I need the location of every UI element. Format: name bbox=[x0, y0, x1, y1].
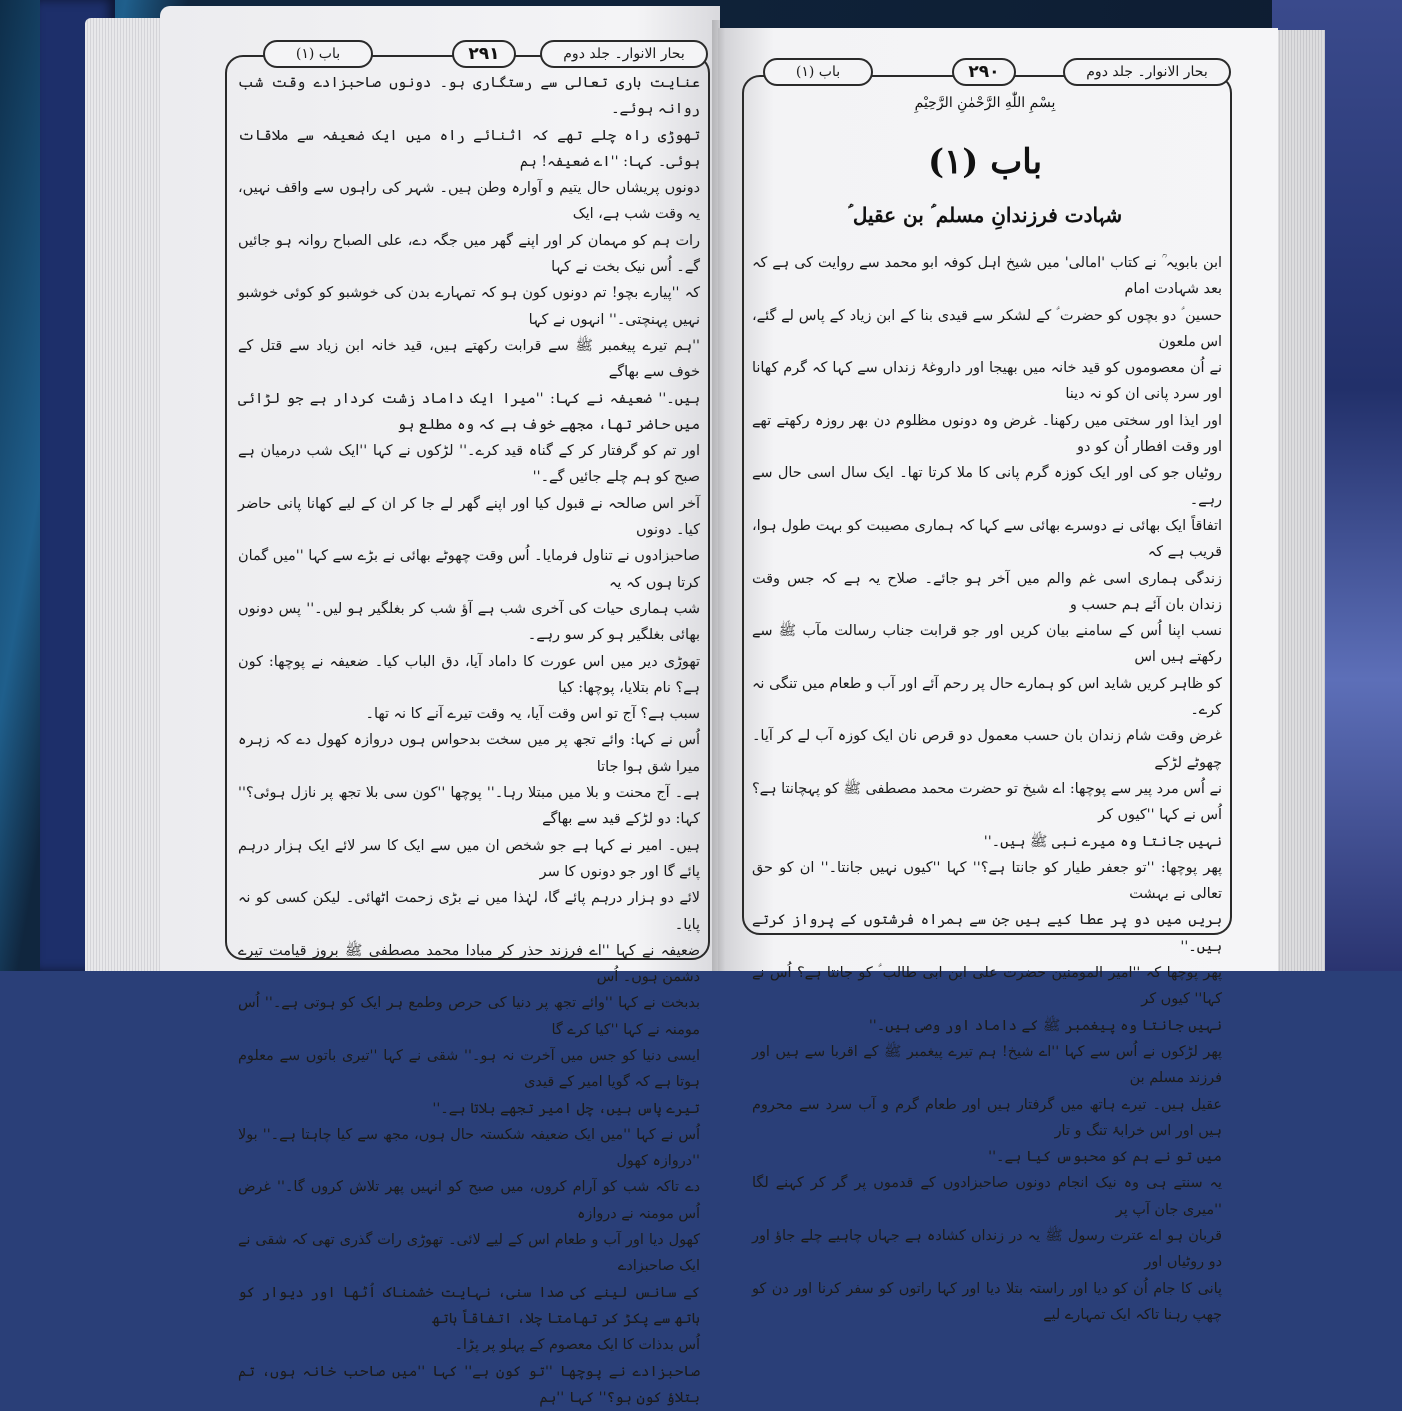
text-line: قربان ہو اے عترت رسول ﷺ یہ در زنداں کشادہ ہے جہاں چاہیے چلے جاؤ اور دو روٹیاں اور bbox=[752, 1227, 1222, 1271]
right-header-title: بحار الانوار۔ جلد دوم bbox=[1063, 58, 1231, 86]
text-line: صاحبزادوں نے تناول فرمایا۔ اُس وقت چھوٹے بھائی نے بڑے سے کہا ''میں گمان کرتا ہوں کہ یہ bbox=[238, 548, 700, 591]
text-line: ''ہم تیرے پیغمبر ﷺ سے قرابت رکھتے ہیں، قید خانہ ابن زیاد سے قتل کے خوف سے بھاگے bbox=[238, 337, 700, 381]
text-line: تھوڑی راہ چلے تھے کہ اثنائے راہ میں ایک ضعیفہ سے ملاقات ہوئی۔ کہا: ''اے ضعیفہ! ہم bbox=[238, 127, 700, 170]
text-line: اُس نے کہا: وائے تجھ پر میں سخت بدحواس ہوں دروازہ کھول دے کہ زہرہ میرا شق ہوا جاتا bbox=[238, 732, 700, 775]
text-line: پانی کا جام اُن کو دیا اور راستہ بتلا دیا اور کہا راتوں کو سفر کرنا اور دن کو چھپ رہنا تاکہ ایک تمہارے لیے bbox=[752, 1280, 1222, 1323]
text-line: اور ایذا اور سختی میں رکھنا۔ غرض وہ دونوں مظلوم دن بھر روزہ رکھتے تھے اور وقت افطار اُن کو دو bbox=[752, 412, 1222, 456]
right-page-text bbox=[752, 250, 1222, 1323]
text-line: ایسی دنیا کو جس میں آخرت نہ ہو۔'' شقی نے کہا ''تیری باتوں سے معلوم ہوتا ہے کہ گویا امیر کے قیدی bbox=[238, 1047, 700, 1091]
text-line: نہیں جانتا وہ پیغمبر ﷺ کے داماد اور وصی ہیں۔'' bbox=[868, 1017, 1222, 1034]
text-line: نے اُس مرد پیر سے پوچھا: اے شیخ تو حضرت محمد مصطفی ﷺ کو پہچانتا ہے؟ اُس نے کہا ''کیوں کر bbox=[752, 780, 1222, 824]
text-line: تیرے پاس ہیں، چل امیر تجھے بلاتا ہے۔'' bbox=[432, 1100, 700, 1117]
text-line: پھر پوچھا کہ ''امیر المومنین حضرت علی ابن ابی طالب ؑ کو جانتا ہے؟ اُس نے کہا'' کیوں کر bbox=[752, 965, 1222, 1008]
left-page-text bbox=[238, 70, 700, 1406]
text-line: کو ظاہر کریں شاید اس کو ہمارے حال پر رحم آئے اور آب و طعام میں تنگی نہ کرے۔ bbox=[752, 675, 1222, 719]
text-line: لائے دو ہزار درہم پائے گا، لہٰذا میں نے بڑی زحمت اٹھائی۔ لیکن کسی کو نہ پایا۔ bbox=[238, 890, 700, 933]
text-line: روٹیاں جو کی اور ایک کوزہ گرم پانی کا ملا کرتا تھا۔ ایک سال اسی حال سے رہے۔ bbox=[752, 465, 1222, 508]
chapter-heading: باب (۱) bbox=[927, 142, 1043, 182]
text-line: رات ہم کو مہمان کر اور اپنے گھر میں جگہ دے، علی الصباح روانہ ہو جائیں گے۔ اُس نیک بخت نے کہا bbox=[238, 232, 700, 276]
right-chapter-label: باب (۱) bbox=[763, 58, 873, 86]
text-line: تھوڑی دیر میں اس عورت کا داماد آیا، دق الباب کیا۔ ضعیفہ نے پوچھا: کون ہے؟ نام بتلایا، پوچھا: کیا bbox=[238, 653, 700, 696]
text-line: ہے۔ آج محنت و بلا میں مبتلا رہا۔'' پوچھا ''کون سی بلا تجھ پر نازل ہوئی؟'' کہا: دو لڑکے قید سے بھاگے bbox=[238, 785, 700, 828]
text-line: غرض وقت شام زندان بان حسب معمول دو قرص نان ایک کوزہ آب لے کر آیا۔ چھوٹے لڑکے bbox=[752, 728, 1222, 771]
left-page-number: ۲۹۱ bbox=[452, 40, 516, 68]
text-line: ضعیفہ نے کہا ''اے فرزند حذر کر مبادا محمد مصطفی ﷺ بروز قیامت تیرے دشمن ہوں۔ اُس bbox=[238, 942, 700, 986]
text-line: نہیں جانتا وہ میرے نبی ﷺ ہیں۔'' bbox=[983, 833, 1222, 850]
text-line: اُس نے کہا ''میں ایک ضعیفہ شکستہ حال ہوں، مجھ سے کیا چاہتا ہے۔'' بولا ''دروازہ کھول bbox=[238, 1126, 700, 1170]
right-page-number: ۲۹۰ bbox=[952, 58, 1016, 86]
text-line: اتفاقاً ایک بھائی نے دوسرے بھائی سے کہا کہ ہماری مصیبت کو بہت طول ہوا، قریب ہے کہ bbox=[752, 517, 1222, 561]
left-header-title: بحار الانوار۔ جلد دوم bbox=[540, 40, 708, 68]
text-line: بدبخت نے کہا ''وائے تجھ پر دنیا کی حرص وطمع ہر ایک کو ہوتی ہے۔'' اُس مومنہ نے کہا ''کیا کرے گا bbox=[238, 995, 700, 1038]
text-line: آخر اس صالحہ نے قبول کیا اور اپنے گھر لے جا کر ان کے لیے کھانا پانی حاضر کیا۔ دونوں bbox=[238, 495, 700, 539]
bismillah: بِسْمِ اللّٰهِ الرَّحْمٰنِ الرَّحِیْمِ bbox=[914, 95, 1056, 111]
text-line: اور تم کو گرفتار کر کے گناہ قید کرے۔'' لڑکوں نے کہا ''ایک شب درمیان ہے صبح کو ہم چلے جائیں گے۔'' bbox=[238, 443, 700, 486]
text-line: پھر پوچھا: ''تو جعفر طیار کو جانتا ہے؟'' کہا ''کیوں نہیں جانتا۔'' ان کو حق تعالی نے بہشت bbox=[752, 859, 1222, 903]
text-line: یہ سنتے ہی وہ نیک انجام دونوں صاحبزادوں کے قدموں پر گر کر کہنے لگا ''میری جان آپ پر bbox=[752, 1175, 1222, 1218]
text-line: سبب ہے؟ آج تو اس وقت آیا، یہ وقت تیرے آنے کا نہ تھا۔ bbox=[365, 706, 700, 723]
text-line: میں تو نے ہم کو محبوس کیا ہے۔'' bbox=[988, 1149, 1222, 1166]
text-line: دونوں پریشاں حال یتیم و آوارہ وطن ہیں۔ شہر کی راہوں سے واقف نہیں، یہ وقت شب ہے، ایک bbox=[238, 180, 700, 223]
text-line: پھر لڑکوں نے اُس سے کہا ''اے شیخ! ہم تیرے پیغمبر ﷺ کے اقربا سے ہیں اور فرزند مسلم بن bbox=[752, 1043, 1222, 1087]
text-line: نسب اپنا اُس کے سامنے بیان کریں اور جو قرابت جناب رسالت مآب ﷺ سے رکھتے ہیں اس bbox=[752, 623, 1222, 666]
text-line: حسین ؑ دو بچوں کو حضرت ؑ کے لشکر سے قیدی بنا کے ابن زیاد کے پاس لے گئے، اس ملعون bbox=[752, 307, 1222, 350]
text-line: شب ہماری حیات کی آخری شب ہے آؤ شب کر بغلگیر ہو لیں۔'' پس دونوں بھائی بغلگیر ہو کر سو رہے۔ bbox=[238, 600, 700, 644]
text-line: زندگی ہماری اسی غم والم میں آخر ہو جائے۔ صلاح یہ ہے کہ جس وقت زندان بان آئے ہم حسب و bbox=[752, 570, 1222, 613]
text-line: دے تاکہ شب کو آرام کروں، میں صبح کو انہیں پھر تلاش کروں گا۔'' غرض اُس مومنہ نے دروازہ bbox=[238, 1179, 700, 1222]
text-line: کہ ''پیارے بچو! تم دونوں کون ہو کہ تمہارے بدن کی خوشبو کو کوئی خوشبو نہیں پہنچتی۔'' انہوں نے کہا bbox=[238, 285, 700, 328]
text-line: ابن بابویہ ؒ نے کتاب 'امالی' میں شیخ اہل کوفہ ابو محمد سے روایت کی ہے کہ بعد شہادت امام bbox=[752, 255, 1222, 298]
chapter-subtitle: شہادت فرزندانِ مسلم ؑ بن عقیل ؑ bbox=[847, 203, 1123, 227]
left-chapter-label: باب (۱) bbox=[263, 40, 373, 68]
book-gutter bbox=[712, 20, 734, 971]
text-line: ہیں۔'' ضعیفہ نے کہا: ''میرا ایک داماد زشت کردار ہے جو لڑائی میں حاضر تھا، مجھے خوف ہے کہ وہ مطلع ہو bbox=[238, 390, 700, 433]
text-line: بریں میں دو پر عطا کیے ہیں جن سے ہمراہ فرشتوں کے پرواز کرتے ہیں۔'' bbox=[752, 912, 1222, 955]
text-line: ہیں۔ امیر نے کہا ہے جو شخص ان میں سے ایک کا سر لائے ایک ہزار درہم پائے گا اور جو دونوں کا سر bbox=[238, 837, 700, 880]
text-line: کھول دیا اور آب و طعام اس کے لیے لائی۔ تھوڑی رات گذری تھی کہ شقی نے ایک صاحبزادے bbox=[238, 1232, 700, 1275]
text-line: کے سانس لینے کی صدا سنی، نہایت خشمناک اُٹھا اور دیوار کو ہاتھ سے پکڑ کر تھامتا چلا، اتفاقاً ہاتھ bbox=[238, 1284, 700, 1327]
text-line: اُس بدذات کا ایک معصوم کے پہلو پر پڑا۔ bbox=[454, 1337, 700, 1354]
text-line: نے اُن معصوموں کو قید خانہ میں بھیجا اور داروغۂ زنداں سے کہا کہ گرم کھانا اور سرد پانی ان کو نہ دینا bbox=[752, 360, 1222, 403]
text-line: عنایت باری تعالی سے رستگاری ہو۔ دونوں صاحبزادے وقت شب روانہ ہوئے۔ bbox=[238, 75, 700, 118]
text-line: عقیل ہیں۔ تیرے ہاتھ میں گرفتار ہیں اور طعام گرم و آب سرد سے محروم ہیں اور اس خرابۂ تنگ و تار bbox=[752, 1096, 1222, 1139]
text-line: صاحبزادے نے پوچھا ''تو کون ہے'' کہا ''میں صاحب خانہ ہوں، تم بتلاؤ کون ہو؟'' کہا ''ہم bbox=[238, 1363, 700, 1406]
